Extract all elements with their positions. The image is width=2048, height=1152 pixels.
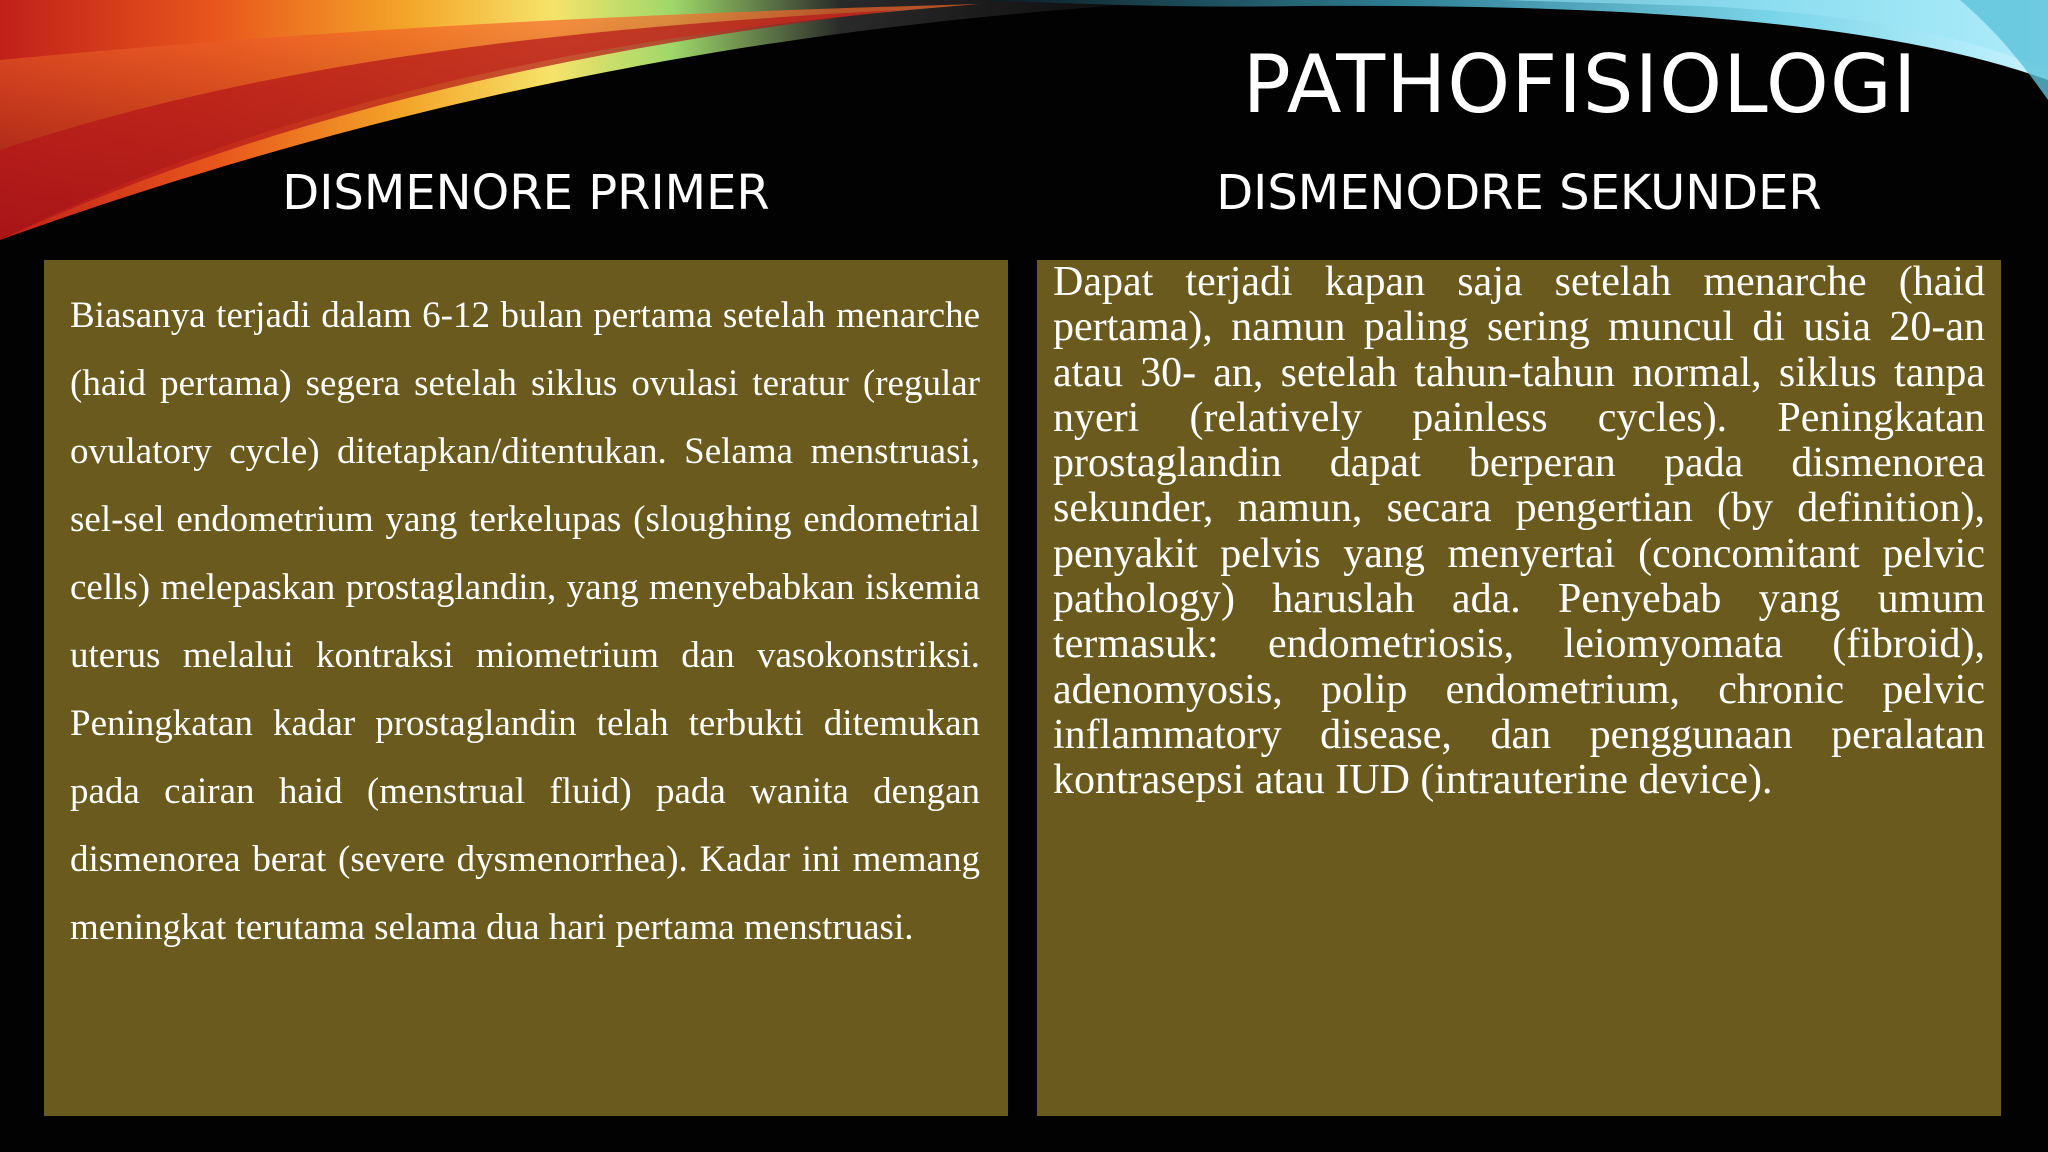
slide-title: PATHOFISIOLOGI [1242, 38, 1918, 131]
secondary-dysmenorrhea-text: Dapat terjadi kapan saja setelah menarche (haid pertama), namun paling sering muncul di usia 20-an atau 30- an, setelah tahun-tahun normal, siklus tanpa nyeri (relatively painless cycles). Peningkatan prostaglandin dapat berperan pada dismenorea sekunder, namun, secara pengertian (by definition), penyakit pelvis yang menyertai (concomitant pelvic pathology) haruslah ada. Penyebab yang umum termasuk: endometriosis, leiomyomata (fibroid), adenomyosis, polip endometrium, chronic pelvic inflammatory disease, dan penggunaan peralatan kontrasepsi atau IUD (intrauterine device). [1053, 259, 1985, 804]
primary-dysmenorrhea-text: Biasanya terjadi dalam 6-12 bulan pertama setelah menarche (haid pertama) segera setelah siklus ovulasi teratur (regular ovulatory cycle) ditetapkan/ditentukan. Selama menstruasi, sel-sel endometrium yang terkelupas (sloughing endometrial cells) melepaskan prostaglandin, yang menyebabkan iskemia uterus melalui kontraksi miometrium dan vasokonstriksi. Peningkatan kadar prostaglandin telah terbukti ditemukan pada cairan haid (menstrual fluid) pada wanita dengan dismenorea berat (severe dysmenorrhea). Kadar ini memang meningkat terutama selama dua hari pertama menstruasi. [70, 295, 980, 948]
secondary-dysmenorrhea-panel [1037, 260, 2001, 1116]
primary-dysmenorrhea-heading: DISMENORE PRIMER [282, 165, 770, 221]
primary-dysmenorrhea-panel [44, 260, 1008, 1116]
secondary-dysmenorrhea-heading: DISMENODRE SEKUNDER [1216, 165, 1822, 221]
